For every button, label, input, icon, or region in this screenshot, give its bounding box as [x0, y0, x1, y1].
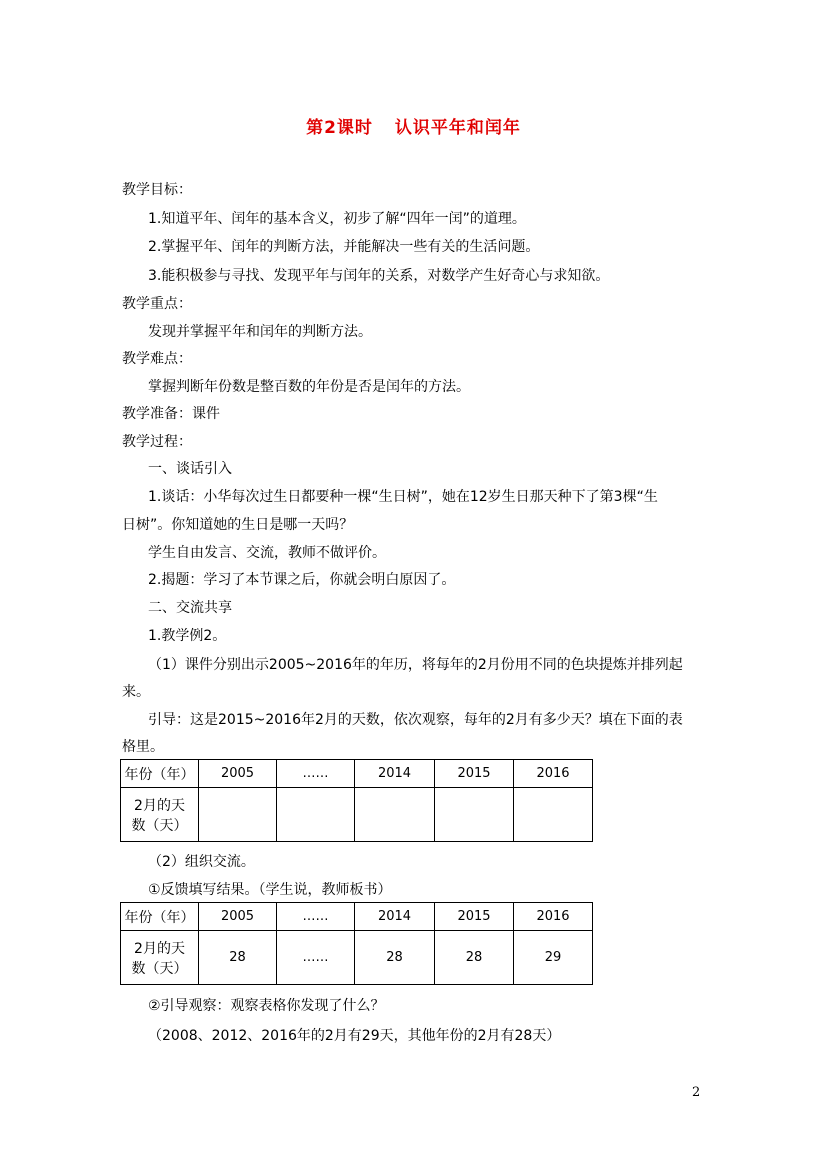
- table-header-cell: 2015: [435, 903, 514, 931]
- paragraph-line: ①反馈填写结果。（学生说，教师板书）: [148, 882, 392, 898]
- paragraph-line: 来。: [122, 684, 150, 700]
- paragraph-line: 学生自由发言、交流，教师不做评价。: [148, 545, 386, 561]
- lesson-title: 认识平年和闰年: [394, 118, 521, 138]
- february-days-table-blank: [120, 759, 593, 842]
- paragraph-line: （2008、2012、2016年的2月有29天，其他年份的2月有28天）: [148, 1028, 561, 1044]
- table-row: [121, 903, 593, 931]
- table-row: [121, 760, 593, 788]
- paragraph-line: （2）组织交流。: [148, 854, 255, 870]
- objective-3: 3.能积极参与寻找、发现平年与闰年的关系，对数学产生好奇心与求知欲。: [148, 268, 610, 284]
- table-header-cell: ……: [277, 760, 355, 788]
- february-days-table-filled: [120, 902, 593, 985]
- page-number: 2: [692, 1085, 701, 1100]
- paragraph-line: （1）课件分别出示2005~2016年的年历，将每年的2月份用不同的色块提炼并排列起: [148, 657, 683, 673]
- lesson-number: 第2课时: [306, 118, 373, 138]
- table-cell: [199, 788, 277, 842]
- table-cell: 28: [355, 931, 435, 985]
- table-row: [121, 788, 593, 842]
- section-heading-key-points: 教学重点：: [122, 296, 192, 312]
- page-title: [0, 113, 827, 138]
- table-row: [121, 931, 593, 985]
- table-cell: [514, 788, 593, 842]
- key-point-text: 发现并掌握平年和闰年的判断方法。: [148, 324, 372, 340]
- table-header-cell: 2005: [199, 903, 277, 931]
- table-header-cell: 2016: [514, 903, 593, 931]
- paragraph-line: 1.谈话：小华每次过生日都要种一棵“生日树”，她在12岁生日那天种下了第3棵“生: [148, 489, 658, 505]
- section-heading-difficulties: 教学难点：: [122, 351, 192, 367]
- section-heading-process: 教学过程：: [122, 434, 192, 450]
- table-header-cell: ……: [277, 903, 355, 931]
- step-heading-1: 一、谈话引入: [148, 461, 232, 477]
- paragraph-line: ②引导观察：观察表格你发现了什么？: [148, 998, 385, 1014]
- table-header-cell: 年份（年）: [121, 760, 199, 788]
- table-cell: 28: [435, 931, 514, 985]
- table-header-cell: 2014: [355, 760, 435, 788]
- objective-1: 1.知道平年、闰年的基本含义，初步了解“四年一闰”的道理。: [148, 211, 526, 227]
- difficulty-text: 掌握判断年份数是整百数的年份是否是闰年的方法。: [148, 379, 470, 395]
- table-header-cell: 2014: [355, 903, 435, 931]
- paragraph-line: 1.教学例2。: [148, 628, 227, 644]
- table-header-cell: 2005: [199, 760, 277, 788]
- step-heading-2: 二、交流共享: [148, 600, 232, 616]
- paragraph-line: 格里。: [122, 739, 164, 755]
- table-header-cell: 2015: [435, 760, 514, 788]
- paragraph-line: 2.揭题：学习了本节课之后，你就会明白原因了。: [148, 572, 456, 588]
- table-cell: ……: [277, 931, 355, 985]
- table-row-label: 2月的天 数（天）: [121, 788, 199, 842]
- table-cell: 28: [199, 931, 277, 985]
- paragraph-line: 日树”。你知道她的生日是哪一天吗？: [122, 517, 354, 533]
- table-header-cell: 年份（年）: [121, 903, 199, 931]
- preparation-text: 教学准备：课件: [122, 406, 220, 422]
- section-heading-objectives: 教学目标：: [122, 182, 192, 198]
- table-cell: 29: [514, 931, 593, 985]
- table-cell: [435, 788, 514, 842]
- table-row-label: 2月的天 数（天）: [121, 931, 199, 985]
- table-cell: [355, 788, 435, 842]
- table-header-cell: 2016: [514, 760, 593, 788]
- paragraph-line: 引导：这是2015~2016年2月的天数，依次观察，每年的2月有多少天？填在下面的表: [148, 712, 683, 728]
- table-cell: [277, 788, 355, 842]
- objective-2: 2.掌握平年、闰年的判断方法，并能解决一些有关的生活问题。: [148, 239, 540, 255]
